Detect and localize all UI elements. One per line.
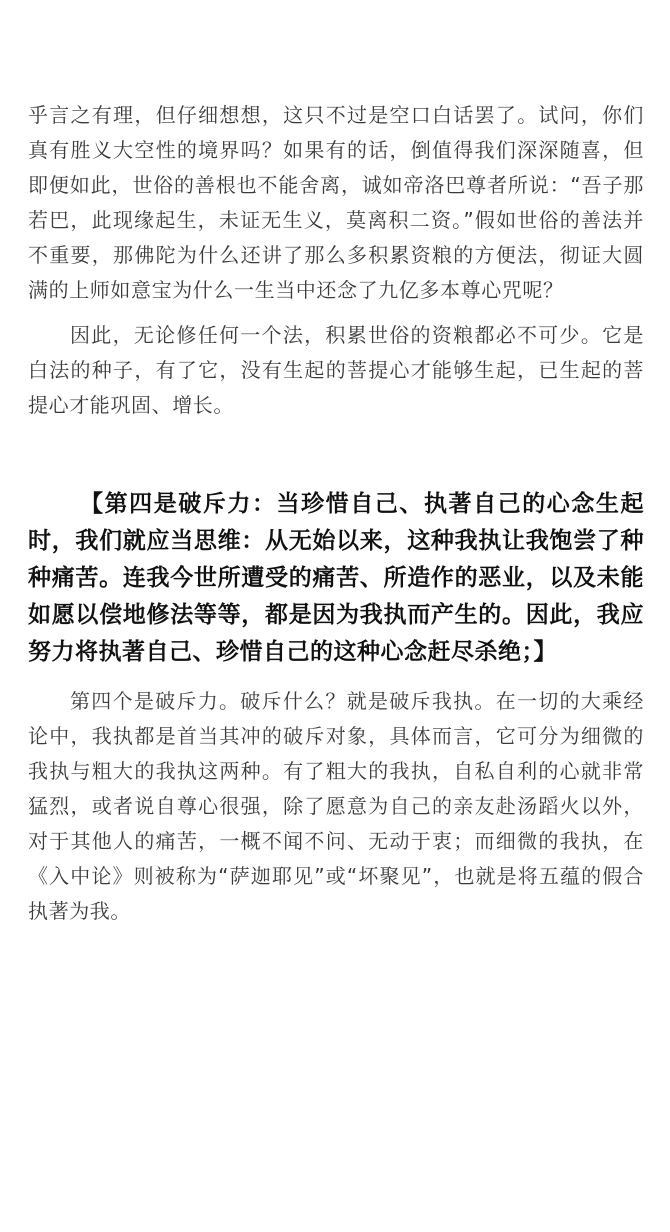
paragraph-refutation: 第四个是破斥力。破斥什么？就是破斥我执。在一切的大乘经论中，我执都是首当其冲的破斥对象，具体而言，它可分为细微的我执与粗大的我执这两种。有了粗大的我执，自私自利的心就非常猛烈，或者说自尊心很强，除了愿意为自己的亲友赴汤蹈火以外，对于其他人的痛苦，一概不闻不问、无动于衷；而细微的我执，在《入中论》则被称为“萨迦耶见”或“坏聚见”，也就是将五蕴的假合执著为我。 [28,689,644,923]
root-text-quote: 【第四是破斥力：当珍惜自己、执著自己的心念生起时，我们就应当思维：从无始以来，这种我执让我饱尝了种种痛苦。连我今世所遭受的痛苦、所造作的恶业，以及未能如愿以偿地修法等等，都是因为我执而产生的。因此，我应努力将执著自己、珍惜自己的这种心念赶尽杀绝；】 [28,490,644,665]
paragraph-continued: 乎言之有理，但仔细想想，这只不过是空口白话罢了。试问，你们真有胜义大空性的境界吗？如果有的话，倒值得我们深深随喜，但即便如此，世俗的善根也不能舍离，诚如帝洛巴尊者所说：“吾子那若巴，此现缘起生，未证无生义，莫离积二资。”假如世俗的善法并不重要，那佛陀为什么还讲了那么多积累资粮的方便法，彻证大圆满的上师如意宝为什么一生当中还念了九亿多本尊心咒呢？ [28,103,644,302]
paragraph-accumulation: 因此，无论修任何一个法，积累世俗的资粮都必不可少。它是白法的种子，有了它，没有生起的菩提心才能够生起，已生起的菩提心才能巩固、增长。 [28,323,644,417]
document-page [28,98,644,929]
spacer [28,670,644,684]
spacer [28,308,644,318]
spacer [28,423,644,485]
